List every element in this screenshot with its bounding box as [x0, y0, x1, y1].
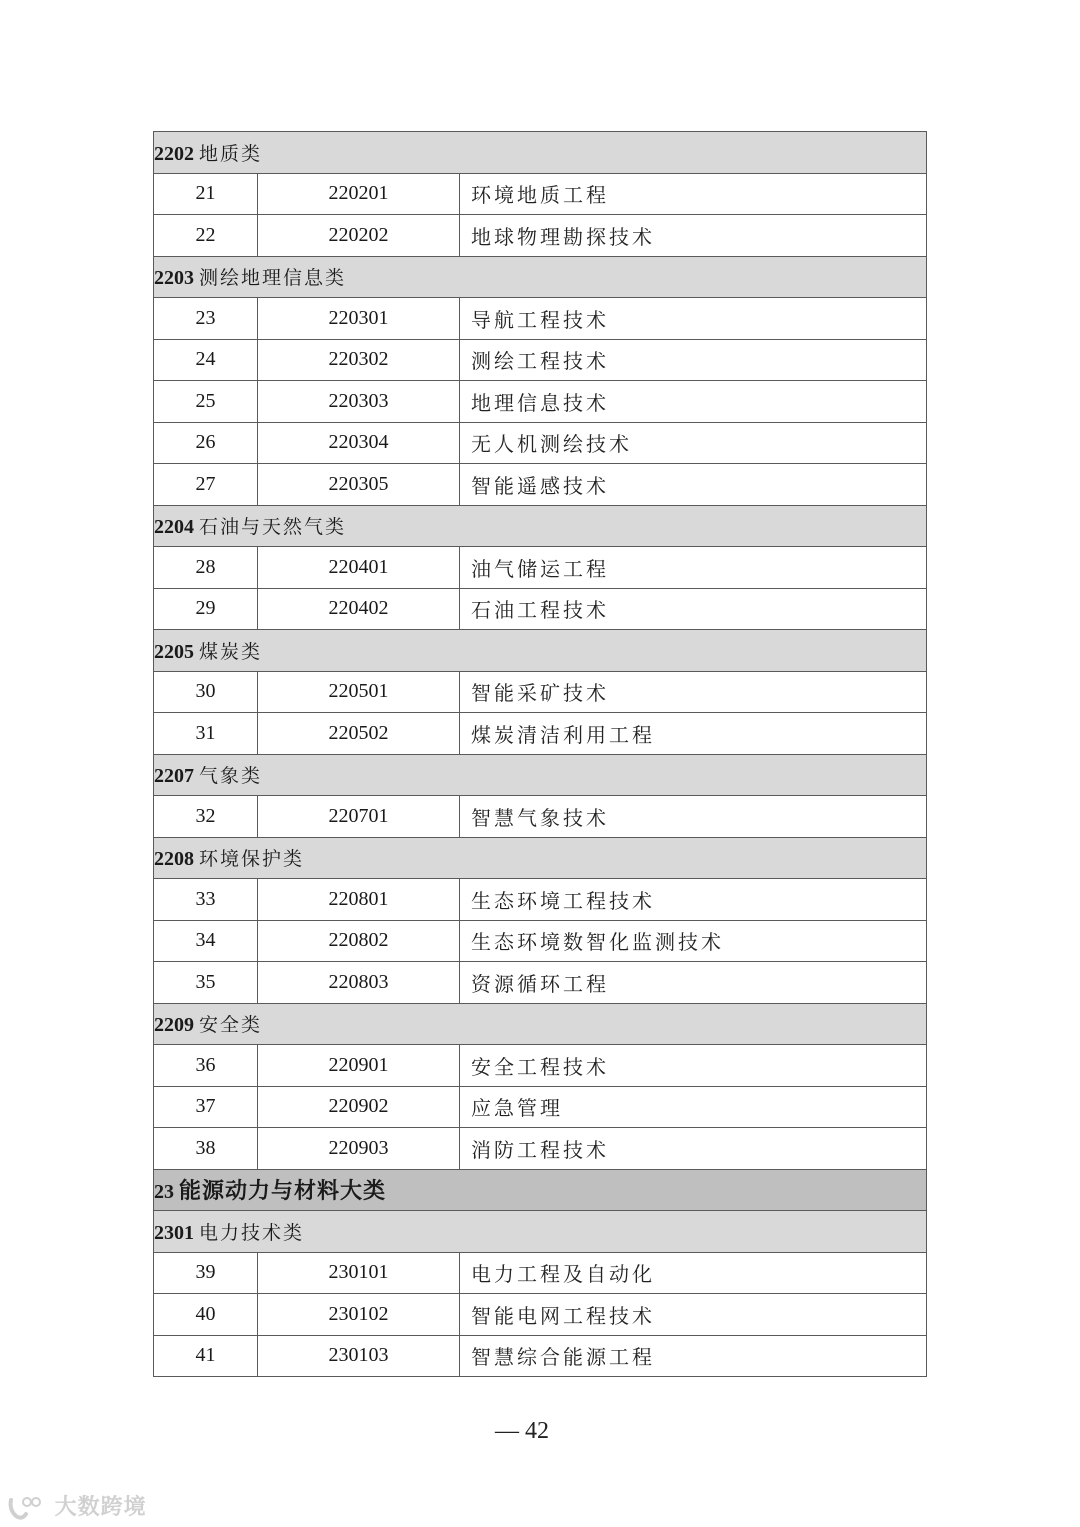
seq-cell: 24 [154, 339, 258, 381]
category-label: 地质类 [199, 142, 263, 165]
subcategory-header [154, 754, 927, 796]
major-name-cell: 智能电网工程技术 [460, 1294, 927, 1336]
major-code-cell: 220802 [258, 920, 460, 962]
subcategory-header [154, 837, 927, 879]
seq-cell: 32 [154, 796, 258, 838]
table-row [154, 713, 927, 755]
major-code-cell: 230103 [258, 1335, 460, 1377]
major-code-cell: 220902 [258, 1086, 460, 1128]
subcategory-header [154, 256, 927, 298]
table-row [154, 1128, 927, 1170]
major-code-cell: 220801 [258, 879, 460, 921]
category-label: 测绘地理信息类 [199, 267, 347, 290]
major-name-cell: 煤炭清洁利用工程 [460, 713, 927, 755]
seq-cell: 28 [154, 547, 258, 589]
major-name-cell: 无人机测绘技术 [460, 422, 927, 464]
seq-cell: 41 [154, 1335, 258, 1377]
table-row [154, 1086, 927, 1128]
major-code-cell: 220402 [258, 588, 460, 630]
category-label: 电力技术类 [199, 1221, 305, 1244]
table-row [154, 339, 927, 381]
major-code-cell: 220401 [258, 547, 460, 589]
subcategory-header [154, 630, 927, 672]
major-code-cell: 220701 [258, 796, 460, 838]
category-cell [154, 837, 927, 879]
major-code-cell: 220803 [258, 962, 460, 1004]
major-code-cell: 220202 [258, 215, 460, 257]
seq-cell: 25 [154, 381, 258, 423]
category-code: 2209 [154, 1014, 194, 1037]
watermark [8, 1490, 147, 1521]
table-row [154, 298, 927, 340]
table-row [154, 1335, 927, 1377]
major-name-cell: 测绘工程技术 [460, 339, 927, 381]
seq-cell: 34 [154, 920, 258, 962]
category-code: 2207 [154, 765, 194, 788]
table-body [154, 132, 927, 1377]
major-catalog-table [153, 131, 927, 1377]
seq-cell: 31 [154, 713, 258, 755]
table-row [154, 1294, 927, 1336]
category-code: 2204 [154, 516, 194, 539]
major-code-cell: 220302 [258, 339, 460, 381]
major-name-cell: 应急管理 [460, 1086, 927, 1128]
category-cell [154, 505, 927, 547]
major-name-cell: 智能采矿技术 [460, 671, 927, 713]
seq-cell: 37 [154, 1086, 258, 1128]
major-name-cell: 电力工程及自动化 [460, 1252, 927, 1294]
major-name-cell: 石油工程技术 [460, 588, 927, 630]
major-code-cell: 220303 [258, 381, 460, 423]
major-name-cell: 生态环境数智化监测技术 [460, 920, 927, 962]
category-code: 2202 [154, 142, 194, 165]
seq-cell: 22 [154, 215, 258, 257]
category-cell [154, 630, 927, 672]
category-code: 2205 [154, 640, 194, 663]
seq-cell: 40 [154, 1294, 258, 1336]
table-row [154, 381, 927, 423]
seq-cell: 39 [154, 1252, 258, 1294]
category-cell [154, 754, 927, 796]
major-code-cell: 220501 [258, 671, 460, 713]
table-row [154, 215, 927, 257]
subcategory-header [154, 132, 927, 174]
major-name-cell: 生态环境工程技术 [460, 879, 927, 921]
watermark-text: 大数跨境 [54, 1495, 147, 1520]
seq-cell: 23 [154, 298, 258, 340]
category-cell [154, 1211, 927, 1253]
seq-cell: 33 [154, 879, 258, 921]
table-row [154, 464, 927, 506]
major-name-cell: 智慧气象技术 [460, 796, 927, 838]
table-row [154, 671, 927, 713]
subcategory-header [154, 1003, 927, 1045]
category-label: 能源动力与材料大类 [179, 1179, 387, 1205]
major-code-cell: 230102 [258, 1294, 460, 1336]
seq-cell: 29 [154, 588, 258, 630]
category-cell [154, 256, 927, 298]
table-row [154, 962, 927, 1004]
table-row [154, 547, 927, 589]
major-name-cell: 消防工程技术 [460, 1128, 927, 1170]
major-name-cell: 资源循环工程 [460, 962, 927, 1004]
seq-cell: 36 [154, 1045, 258, 1087]
category-code: 2203 [154, 267, 194, 290]
major-code-cell: 230101 [258, 1252, 460, 1294]
major-name-cell: 智能遥感技术 [460, 464, 927, 506]
category-cell [154, 132, 927, 174]
major-name-cell: 环境地质工程 [460, 173, 927, 215]
category-code: 2208 [154, 848, 194, 871]
table-row [154, 1252, 927, 1294]
major-category-header [154, 1169, 927, 1211]
category-code: 2301 [154, 1221, 194, 1244]
category-cell [154, 1003, 927, 1045]
subcategory-header [154, 1211, 927, 1253]
seq-cell: 38 [154, 1128, 258, 1170]
table-row [154, 1045, 927, 1087]
major-name-cell: 地理信息技术 [460, 381, 927, 423]
major-code-cell: 220201 [258, 173, 460, 215]
watermark-logo-icon [8, 1496, 42, 1520]
seq-cell: 21 [154, 173, 258, 215]
category-label: 安全类 [199, 1014, 263, 1037]
major-name-cell: 智慧综合能源工程 [460, 1335, 927, 1377]
seq-cell: 27 [154, 464, 258, 506]
category-label: 气象类 [199, 765, 263, 788]
major-code-cell: 220502 [258, 713, 460, 755]
category-code: 23 [154, 1181, 174, 1204]
seq-cell: 26 [154, 422, 258, 464]
major-name-cell: 安全工程技术 [460, 1045, 927, 1087]
major-name-cell: 油气储运工程 [460, 547, 927, 589]
seq-cell: 30 [154, 671, 258, 713]
major-name-cell: 导航工程技术 [460, 298, 927, 340]
page-number: — 42 [495, 1418, 549, 1444]
major-name-cell: 地球物理勘探技术 [460, 215, 927, 257]
table-row [154, 588, 927, 630]
table-row [154, 879, 927, 921]
table-row [154, 173, 927, 215]
major-code-cell: 220305 [258, 464, 460, 506]
seq-cell: 35 [154, 962, 258, 1004]
major-code-cell: 220903 [258, 1128, 460, 1170]
category-label: 环境保护类 [199, 848, 305, 871]
subcategory-header [154, 505, 927, 547]
table-row [154, 920, 927, 962]
category-label: 石油与天然气类 [199, 516, 347, 539]
major-code-cell: 220301 [258, 298, 460, 340]
table-row [154, 422, 927, 464]
category-cell [154, 1169, 927, 1211]
major-code-cell: 220901 [258, 1045, 460, 1087]
category-label: 煤炭类 [199, 640, 263, 663]
table-row [154, 796, 927, 838]
major-code-cell: 220304 [258, 422, 460, 464]
